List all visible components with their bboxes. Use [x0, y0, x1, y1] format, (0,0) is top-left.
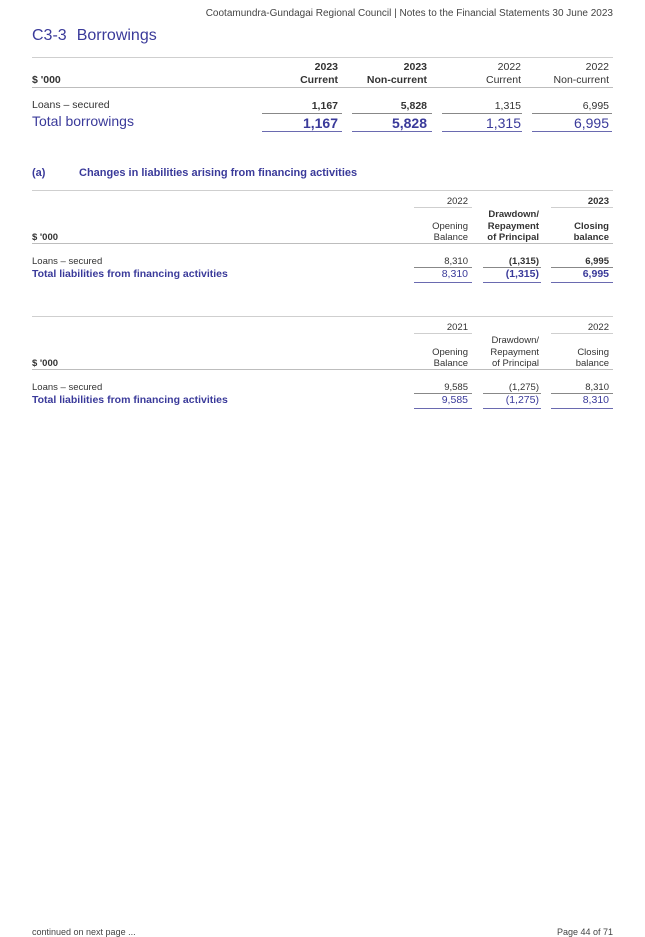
col-header-drawdown: Drawdown/ — [491, 335, 539, 346]
cell-value: 5,828 — [400, 100, 427, 112]
closing-year: 2023 — [587, 196, 609, 207]
header-bottom-rule — [32, 87, 613, 88]
cell-value: 9,585 — [444, 382, 468, 393]
cell-value: 8,310 — [444, 256, 468, 267]
col-header-drawdown: Drawdown/ — [488, 209, 539, 220]
total-value: 1,315 — [485, 115, 521, 131]
col-header-balance: balance — [573, 232, 609, 243]
row-label: Loans – secured — [32, 99, 110, 111]
section-name: Borrowings — [76, 27, 157, 44]
total-rule — [483, 408, 541, 409]
col-header-opening: Opening — [432, 347, 468, 358]
cell-value: (1,275) — [508, 382, 539, 393]
col-header-year: 2022 — [585, 61, 609, 73]
cell-value: 8,310 — [585, 382, 609, 393]
year-rule — [414, 207, 472, 208]
section-title — [32, 27, 157, 45]
total-value: 1,167 — [302, 115, 338, 131]
page-number: Page 44 of 71 — [556, 927, 613, 937]
year-rule — [551, 207, 613, 208]
table-top-rule — [32, 57, 613, 58]
section-number: C3-3 — [32, 27, 67, 44]
row-label: Loans – secured — [32, 256, 103, 267]
unit-label: $ '000 — [32, 74, 61, 86]
total-rule — [262, 131, 342, 132]
total-rule — [414, 408, 472, 409]
total-value: (1,315) — [505, 268, 539, 280]
subsection-letter: (a) — [32, 167, 46, 179]
document-header: Cootamundra-Gundagai Regional Council | Notes to the Financial Statements 30 June 2023 — [205, 8, 613, 19]
subtotal-rule — [352, 113, 432, 114]
table-top-rule — [32, 190, 613, 191]
closing-year: 2022 — [587, 322, 609, 333]
cell-value: 1,167 — [311, 100, 338, 112]
col-header-closing: Closing — [574, 221, 609, 232]
year-rule — [551, 333, 613, 334]
total-rule — [414, 282, 472, 283]
total-value: 9,585 — [441, 394, 468, 406]
total-rule — [551, 408, 613, 409]
col-header-repayment: Repayment — [490, 347, 539, 358]
col-header-type: Current — [300, 74, 338, 86]
total-rule — [483, 282, 541, 283]
col-header-repayment: Repayment — [487, 221, 539, 232]
total-rule — [551, 282, 613, 283]
footer-continued: continued on next page ... — [32, 927, 136, 937]
total-label: Total liabilities from financing activities — [32, 394, 228, 406]
unit-label: $ '000 — [32, 358, 59, 369]
col-header-type: Non-current — [366, 74, 427, 86]
total-value: 8,310 — [582, 394, 609, 406]
total-value: 6,995 — [573, 115, 609, 131]
col-header-balance: balance — [575, 358, 609, 369]
year-rule — [414, 333, 472, 334]
header-bottom-rule — [32, 369, 613, 370]
col-header-closing: Closing — [577, 347, 609, 358]
col-header-balance: Balance — [433, 358, 468, 369]
total-rule — [352, 131, 432, 132]
col-header-balance: Balance — [433, 232, 468, 243]
cell-value: (1,315) — [508, 256, 539, 267]
total-rule — [532, 131, 612, 132]
col-header-type: Non-current — [553, 74, 609, 86]
total-value: 5,828 — [391, 115, 427, 131]
subtotal-rule — [442, 113, 522, 114]
total-value: 8,310 — [441, 268, 468, 280]
row-label: Loans – secured — [32, 382, 103, 393]
total-label: Total borrowings — [32, 113, 134, 129]
unit-label: $ '000 — [32, 232, 59, 243]
col-header-principal: of Principal — [487, 232, 539, 243]
cell-value: 6,995 — [585, 256, 609, 267]
col-header-year: 2023 — [314, 61, 338, 73]
cell-value: 1,315 — [494, 100, 521, 112]
opening-year: 2021 — [446, 322, 468, 333]
col-header-year: 2023 — [403, 61, 427, 73]
col-header-principal: of Principal — [492, 358, 539, 369]
subtotal-rule — [262, 113, 342, 114]
total-label: Total liabilities from financing activities — [32, 268, 228, 280]
opening-year: 2022 — [446, 196, 468, 207]
col-header-type: Current — [485, 74, 521, 86]
header-bottom-rule — [32, 243, 613, 244]
subtotal-rule — [532, 113, 612, 114]
col-header-opening: Opening — [432, 221, 468, 232]
total-rule — [442, 131, 522, 132]
total-value: (1,275) — [505, 394, 539, 406]
cell-value: 6,995 — [582, 100, 609, 112]
col-header-year: 2022 — [497, 61, 521, 73]
total-value: 6,995 — [582, 268, 609, 280]
subsection-title: Changes in liabilities arising from financing activities — [79, 167, 358, 179]
table-top-rule — [32, 316, 613, 317]
